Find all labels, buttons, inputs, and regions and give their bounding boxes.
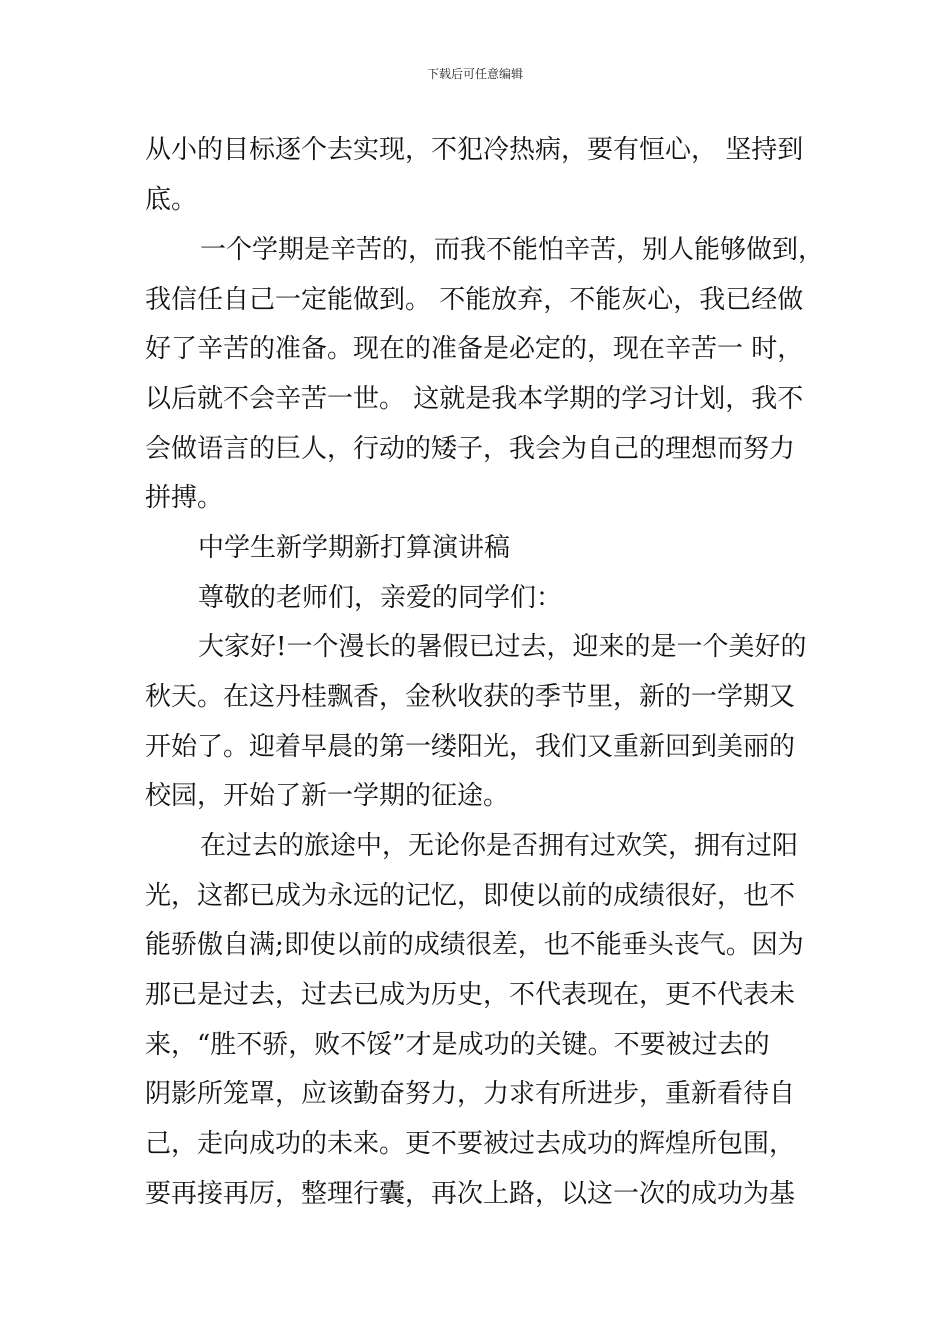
text-line: 秋天。在这丹桂飘香，金秋收获的季节里，新的一学期又: [145, 682, 796, 712]
text-line: 一个学期是辛苦的，而我不能怕辛苦，别人能够做到，: [200, 235, 825, 265]
text-line: 会做语言的巨人，行动的矮子，我会为自己的理想而努力: [145, 434, 796, 464]
salutation: 尊敬的老师们，亲爱的同学们：: [198, 583, 563, 613]
text-line: 要再接再厉，整理行囊，再次上路，以这一次的成功为基: [145, 1179, 796, 1209]
text-line: 在过去的旅途中，无论你是否拥有过欢笑，拥有过阳: [200, 831, 799, 861]
text-line: 来，“胜不骄，败不馁”才是成功的关键。不要被过去的: [145, 1030, 770, 1060]
text-line: 底。: [145, 185, 198, 215]
text-line: 校园，开始了新一学期的征途。: [145, 781, 510, 811]
text-line: 好了辛苦的准备。现在的准备是必定的，现在辛苦一 时，: [145, 334, 804, 364]
text-line: 我信任自己一定能做到。 不能放弃，不能灰心，我已经做: [145, 285, 804, 315]
text-line: 那已是过去，过去已成为历史，不代表现在，更不代表未: [145, 980, 796, 1010]
text-line: 阴影所笼罩，应该勤奋努力，力求有所进步，重新看待自: [145, 1079, 796, 1109]
text-line: 拼搏。: [145, 483, 224, 513]
text-line: 己，走向成功的未来。更不要被过去成功的辉煌所包围，: [145, 1129, 796, 1159]
text-line: 光，这都已成为永远的记忆，即使以前的成绩很好，也不: [145, 881, 796, 911]
text-line: 能骄傲自满;即使以前的成绩很差，也不能垂头丧气。因为: [145, 930, 804, 960]
section-title: 中学生新学期新打算演讲稿: [198, 533, 511, 563]
text-line: 大家好!一个漫长的暑假已过去，迎来的是一个美好的: [198, 632, 807, 662]
text-line: 从小的目标逐个去实现，不犯冷热病，要有恒心， 坚持到: [145, 135, 804, 165]
page-header: 下载后可任意编辑: [426, 67, 523, 81]
text-line: 以后就不会辛苦一世。 这就是我本学期的学习计划，我不: [145, 384, 804, 414]
text-line: 开始了。迎着早晨的第一缕阳光，我们又重新回到美丽的: [145, 732, 796, 762]
